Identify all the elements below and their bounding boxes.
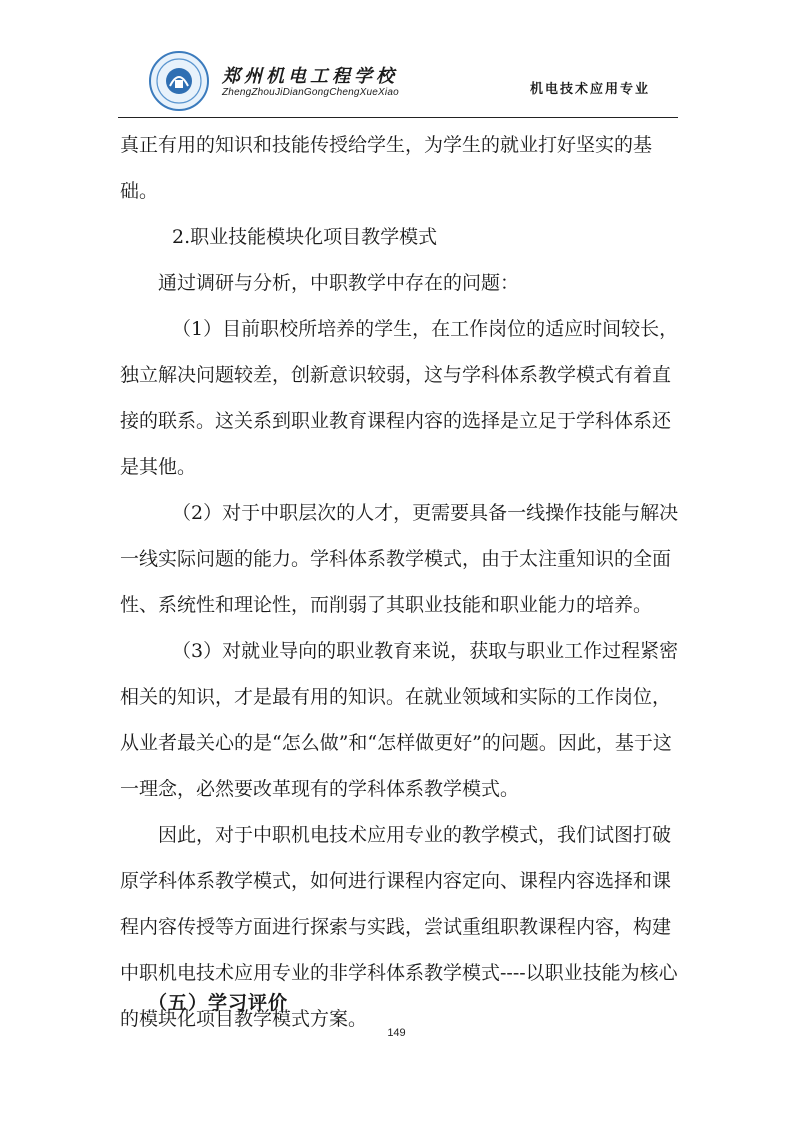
- school-logo-icon: [148, 50, 210, 112]
- page-header: [0, 0, 793, 115]
- paragraph-conclusion: 因此，对于中职机电技术应用专业的教学模式，我们试图打破原学科体系教学模式，如何进行课程内容定向、课程内容选择和课程内容传授等方面进行探索与实践，尝试重组职教课程内容，构建中职机电技术应用专业的非学科体系教学模式----以职业技能为核心的模块化项目教学模式方案。: [120, 824, 678, 1030]
- header-divider: [118, 117, 678, 118]
- school-name-cn: 郑州机电工程学校: [222, 66, 398, 87]
- paragraph-point-2: （2）对于中职层次的人才，更需要具备一线操作技能与解决一线实际问题的能力。学科体系教学模式，由于太注重知识的全面性、系统性和理论性，而削弱了其职业技能和职业能力的培养。: [120, 502, 679, 616]
- major-title: 机电技术应用专业: [529, 82, 650, 97]
- school-name-en: ZhengZhouJiDianGongChengXueXiao: [222, 87, 399, 98]
- paragraph-intro: 通过调研与分析，中职教学中存在的问题：: [158, 272, 520, 294]
- paragraph-1-line-1: 真正有用的知识和技能传授给学生，为学生的就业打好坚实的基: [120, 134, 653, 156]
- paragraph-1-line-2: 础。: [120, 180, 159, 202]
- document-body: [120, 122, 680, 1042]
- page-number: 149: [387, 1027, 406, 1039]
- paragraph-point-3: （3）对就业导向的职业教育来说，获取与职业工作过程紧密相关的知识，才是最有用的知识。在就业领域和实际的工作岗位，从业者最关心的是“怎么做”和“怎样做更好”的问题。因此，基于这一理念，必然要改革现有的学科体系教学模式。: [120, 640, 679, 800]
- section-heading: （五）学习评价: [148, 992, 289, 1014]
- paragraph-point-1: （1）目前职校所培养的学生，在工作岗位的适应时间较长，独立解决问题较差，创新意识较弱，这与学科体系教学模式有着直接的联系。这关系到职业教育课程内容的选择是立足于学科体系还是其他。: [120, 318, 679, 478]
- subheading-2: 2.职业技能模块化项目教学模式: [172, 226, 438, 248]
